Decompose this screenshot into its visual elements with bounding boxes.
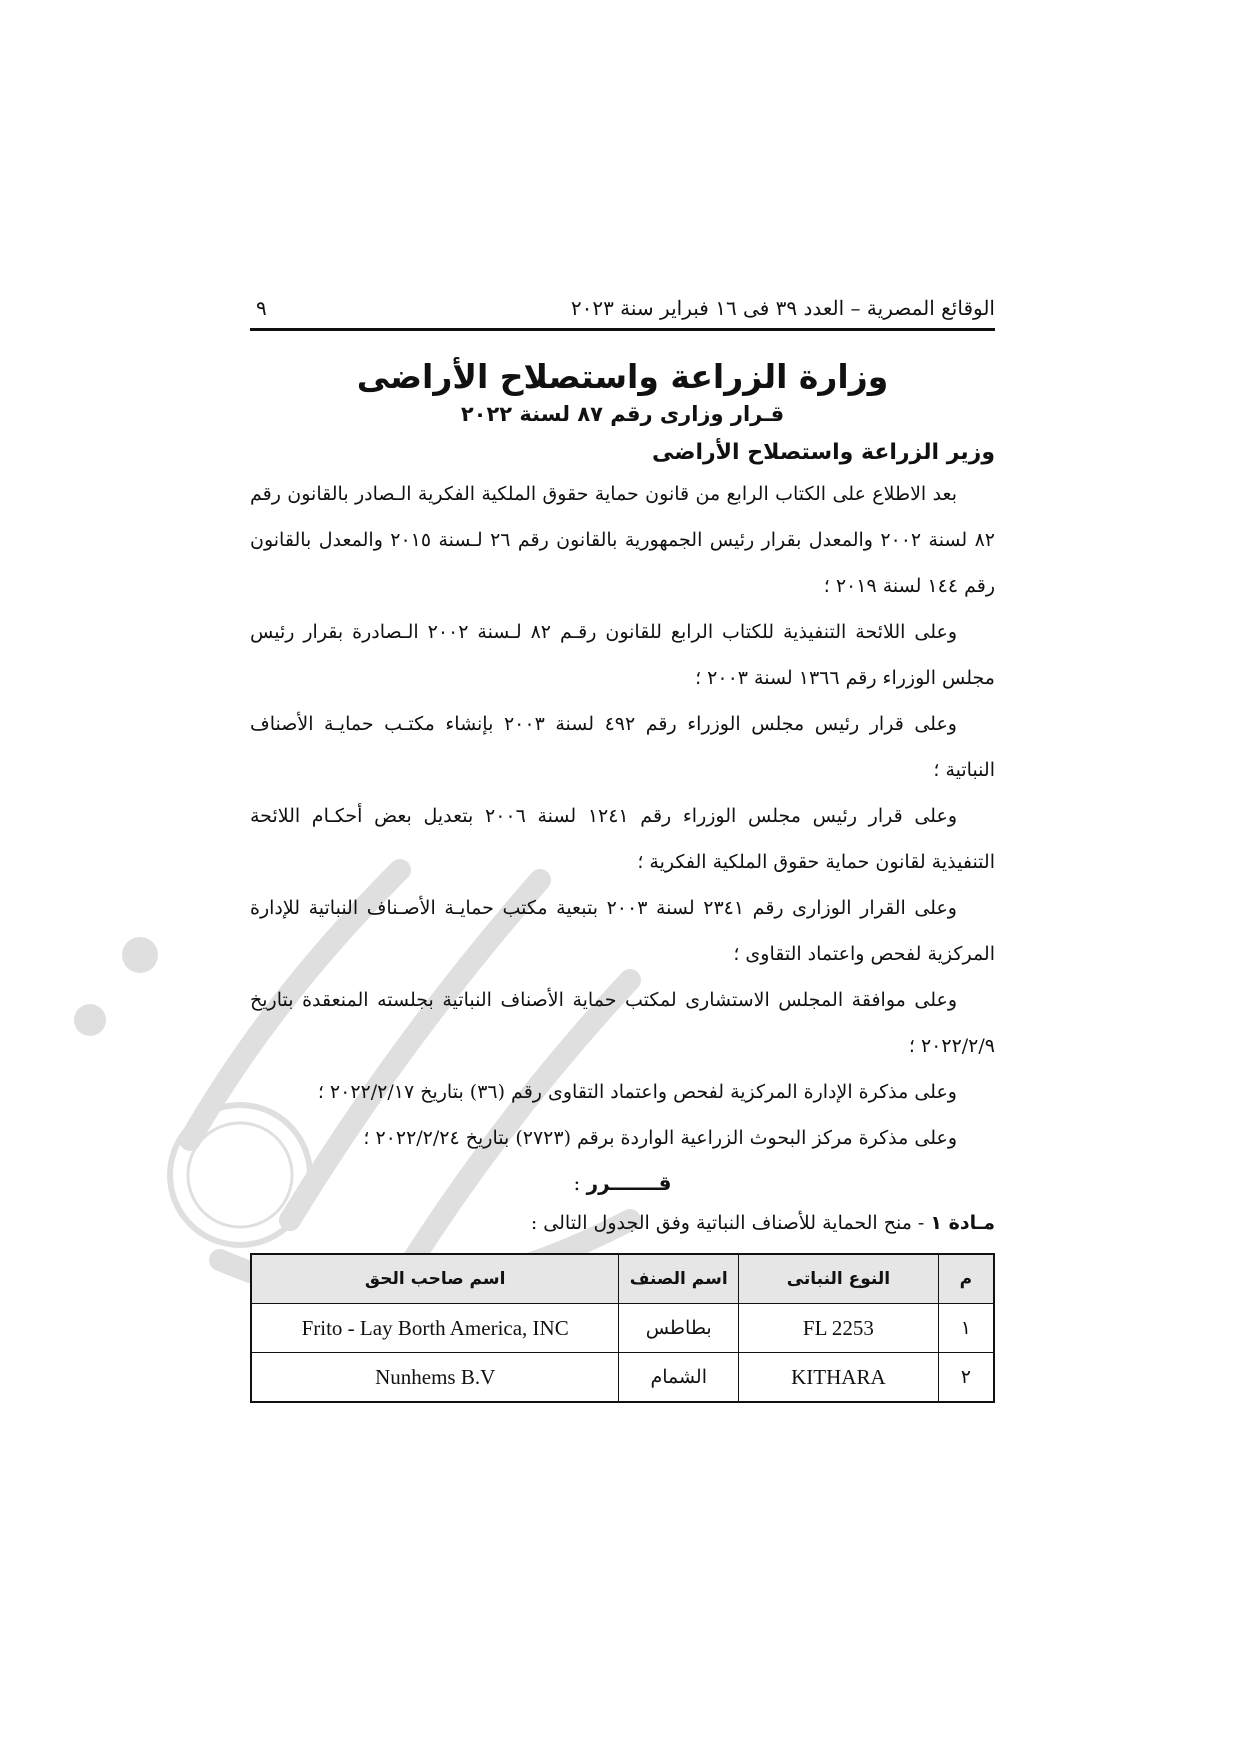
table-row — [251, 1353, 994, 1403]
preamble-paragraph-1 — [250, 471, 995, 609]
preamble-line-8: وعلى مذكرة مركز البحوث الزراعية الواردة برقم (٢٧٢٣) بتاريخ ٢٠٢٢/٢/٢٤ ؛ — [363, 1127, 957, 1149]
article-1-text: - منح الحماية للأصناف النباتية وفق الجدول التالى : — [530, 1212, 931, 1234]
ministry-title: وزارة الزراعة واستصلاح الأراضى — [356, 357, 889, 396]
article-1-label: مـادة ١ — [930, 1212, 995, 1234]
cell-plant-type: KITHARA — [739, 1353, 939, 1403]
header-index: م — [938, 1254, 994, 1304]
decided-heading — [250, 1163, 995, 1203]
cell-variety-name: الشمام — [619, 1353, 739, 1403]
preamble-text-3: وعلى قرار رئيس مجلس الوزراء رقم ٤٩٢ لسنة ٢٠٠٣ بإنشاء مكتـب حمايـة الأصناف النباتية ؛ — [250, 713, 995, 781]
preamble-text-2: وعلى اللائحة التنفيذية للكتاب الرابع للقانون رقـم ٨٢ لـسنة ٢٠٠٢ الـصادرة بقرار رئيس مجلس الوزراء رقم ١٣٦٦ لسنة ٢٠٠٣ ؛ — [250, 621, 995, 689]
preamble-paragraph-5 — [250, 885, 995, 977]
preamble-text-4: وعلى قرار رئيس مجلس الوزراء رقم ١٢٤١ لسنة ٢٠٠٦ بتعديل بعض أحكـام اللائحة التنفيذية لقانون حماية حقوق الملكية الفكرية ؛ — [250, 805, 995, 873]
page-content — [250, 280, 995, 1403]
table-row — [251, 1304, 994, 1353]
varieties-table — [250, 1253, 995, 1403]
table-header-row — [251, 1254, 994, 1304]
article-1 — [250, 1203, 995, 1243]
preamble-text-1: بعد الاطلاع على الكتاب الرابع من قانون حماية حقوق الملكية الفكرية الـصادر بالقانون رقم ٨٢ لسنة ٢٠٠٢ والمعدل بقرار رئيس الجمهورية بالقانون رقم ٢٦ لـسنة ٢٠١٥ والمعدل بالقانون رقم ١٤٤ لسنة ٢٠١٩ ؛ — [250, 483, 995, 597]
decided-colon: : — [573, 1171, 587, 1195]
preamble-paragraph-6 — [250, 977, 995, 1069]
cell-variety-name: بطاطس — [619, 1304, 739, 1353]
preamble-paragraph-3 — [250, 701, 995, 793]
preamble-text-5: وعلى القرار الوزارى رقم ٢٣٤١ لسنة ٢٠٠٣ بتبعية مكتب حمايـة الأصـناف النباتية للإدارة المركزية لفحص واعتماد التقاوى ؛ — [250, 897, 995, 965]
minister-title: وزير الزراعة واستصلاح الأراضى — [651, 440, 995, 465]
cell-index: ٢ — [938, 1353, 994, 1403]
decree-title: قـرار وزارى رقم ٨٧ لسنة ٢٠٢٢ — [460, 402, 785, 426]
header-title: الوقائع المصرية – العدد ٣٩ فى ١٦ فبراير سنة ٢٠٢٣ — [570, 296, 995, 320]
header-plant-type: النوع النباتى — [739, 1254, 939, 1304]
header-variety-name: اسم الصنف — [619, 1254, 739, 1304]
cell-right-holder: Nunhems B.V — [251, 1353, 619, 1403]
running-header — [250, 280, 995, 331]
cell-index: ١ — [938, 1304, 994, 1353]
decided-word: قـــــــرر — [586, 1171, 672, 1195]
preamble-paragraph-4 — [250, 793, 995, 885]
preamble-text-6: وعلى موافقة المجلس الاستشارى لمكتب حماية الأصناف النباتية بجلسته المنعقدة بتاريخ ٢٠٢٢/٢/٩ ؛ — [250, 989, 995, 1057]
preamble-line-7: وعلى مذكرة الإدارة المركزية لفحص واعتماد التقاوى رقم (٣٦) بتاريخ ٢٠٢٢/٢/١٧ ؛ — [317, 1081, 957, 1103]
header-right-holder: اسم صاحب الحق — [251, 1254, 619, 1304]
page-number: ٩ — [256, 296, 267, 320]
cell-plant-type: FL 2253 — [739, 1304, 939, 1353]
cell-right-holder: Frito - Lay Borth America, INC — [251, 1304, 619, 1353]
preamble-paragraph-2 — [250, 609, 995, 701]
